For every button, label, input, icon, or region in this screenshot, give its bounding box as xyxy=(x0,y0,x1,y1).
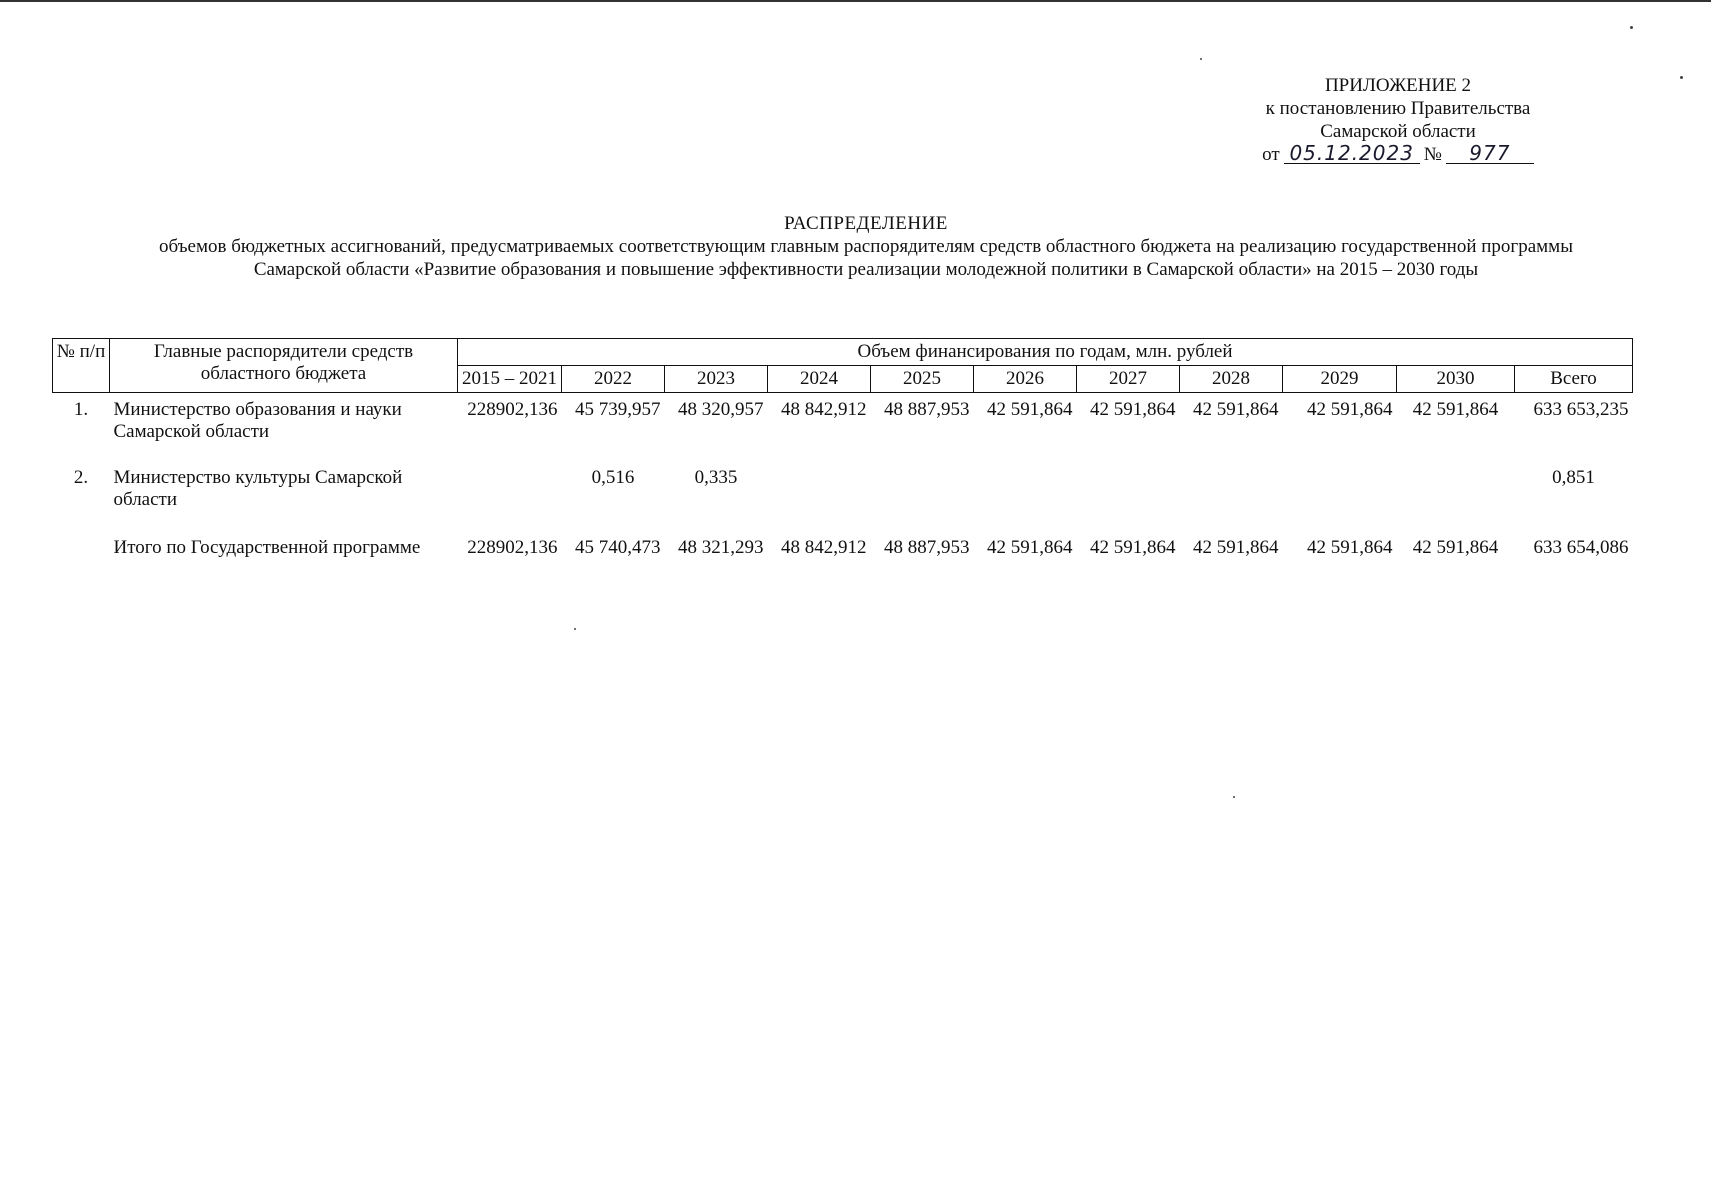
cell-value: 42 591,864 xyxy=(987,399,1073,420)
total-value: 42 591,864 xyxy=(1412,537,1499,558)
number-label: № xyxy=(1423,144,1442,165)
cell-value: 0,516 xyxy=(591,467,635,488)
document-title: РАСПРЕДЕЛЕНИЕ xyxy=(784,213,948,234)
total-value: 45 740,473 xyxy=(575,537,661,558)
cell-value xyxy=(458,461,562,529)
cell-value xyxy=(1397,461,1515,529)
header-volume: Объем финансирования по годам, млн. рублей xyxy=(458,339,1633,366)
cell-value: 48 842,912 xyxy=(781,399,867,420)
header-year: 2026 xyxy=(974,366,1077,393)
appendix-block xyxy=(1228,74,1568,166)
header-year: 2030 xyxy=(1397,366,1515,393)
funding-table-wrapper xyxy=(52,338,1632,559)
header-year: 2025 xyxy=(871,366,974,393)
cell-value xyxy=(974,461,1077,529)
cell-value: 228902,136 xyxy=(467,399,558,420)
row-distributor-name: Министерство культуры Самарской области xyxy=(113,467,403,510)
appendix-title: ПРИЛОЖЕНИЕ 2 xyxy=(1324,75,1472,96)
cell-value: 0,335 xyxy=(694,467,738,488)
header-distributor: Главные распорядители средств областного бюджета xyxy=(110,339,458,393)
cell-value: 48 887,953 xyxy=(884,399,970,420)
appendix-date-number-line xyxy=(1228,143,1568,166)
cell-total: 633 653,235 xyxy=(1533,399,1629,420)
total-value: 48 842,912 xyxy=(781,537,867,558)
header-year: 2027 xyxy=(1077,366,1180,393)
table-header-row-1 xyxy=(53,339,1633,366)
total-value: 228902,136 xyxy=(467,537,558,558)
row-distributor-name: Министерство образования и науки Самарской области xyxy=(113,399,402,442)
cell-value: 45 739,957 xyxy=(575,399,661,420)
total-value: 42 591,864 xyxy=(987,537,1073,558)
total-value: 42 591,864 xyxy=(1307,537,1393,558)
cell-value: 48 320,957 xyxy=(678,399,764,420)
scan-speck xyxy=(1233,796,1235,798)
table-row xyxy=(53,393,1633,462)
header-year: 2028 xyxy=(1180,366,1283,393)
cell-value: 42 591,864 xyxy=(1193,399,1279,420)
handwritten-date: 05.12.2023 xyxy=(1284,143,1420,164)
total-value: 48 321,293 xyxy=(678,537,764,558)
total-value: 42 591,864 xyxy=(1193,537,1279,558)
document-subtitle-line-1: объемов бюджетных ассигнований, предусматриваемых соответствующим главным распорядителям средств областного бюджета на реализацию государственной программы xyxy=(159,236,1573,257)
total-num-empty xyxy=(53,529,110,559)
from-label: от xyxy=(1262,144,1280,165)
total-label: Итого по Государственной программе xyxy=(113,537,421,558)
cell-value: 42 591,864 xyxy=(1307,399,1393,420)
total-value: 48 887,953 xyxy=(884,537,970,558)
header-year: 2029 xyxy=(1283,366,1397,393)
header-num: № п/п xyxy=(53,339,110,393)
header-year: 2015 – 2021 xyxy=(458,366,562,393)
header-year: 2023 xyxy=(665,366,768,393)
header-year: 2022 xyxy=(562,366,665,393)
funding-table xyxy=(52,338,1633,559)
appendix-resolution-line: к постановлению Правительства xyxy=(1265,98,1531,119)
cell-value xyxy=(1180,461,1283,529)
total-grand-total: 633 654,086 xyxy=(1533,537,1629,558)
document-title-block xyxy=(60,212,1672,281)
scan-edge-line xyxy=(0,0,1711,2)
table-total-row xyxy=(53,529,1633,559)
table-row xyxy=(53,461,1633,529)
header-year: 2024 xyxy=(768,366,871,393)
document-subtitle-line-2: Самарской области «Развитие образования и повышение эффективности реализации молодежной политики в Самарской области» на 2015 – 2030 годы xyxy=(253,259,1479,280)
cell-value: 42 591,864 xyxy=(1090,399,1176,420)
handwritten-number: 977 xyxy=(1446,143,1534,164)
row-num: 1. xyxy=(73,399,89,420)
cell-value xyxy=(768,461,871,529)
cell-value xyxy=(1077,461,1180,529)
header-total: Всего xyxy=(1515,366,1633,393)
scan-speck xyxy=(1680,76,1683,79)
cell-value xyxy=(871,461,974,529)
scan-speck xyxy=(574,628,576,630)
cell-value: 42 591,864 xyxy=(1412,399,1499,420)
total-value: 42 591,864 xyxy=(1090,537,1176,558)
scan-speck xyxy=(1200,58,1202,60)
cell-total: 0,851 xyxy=(1552,467,1595,488)
appendix-region-line: Самарской области xyxy=(1320,121,1476,142)
cell-value xyxy=(1283,461,1397,529)
scan-speck xyxy=(1630,26,1633,29)
row-num: 2. xyxy=(73,467,89,488)
